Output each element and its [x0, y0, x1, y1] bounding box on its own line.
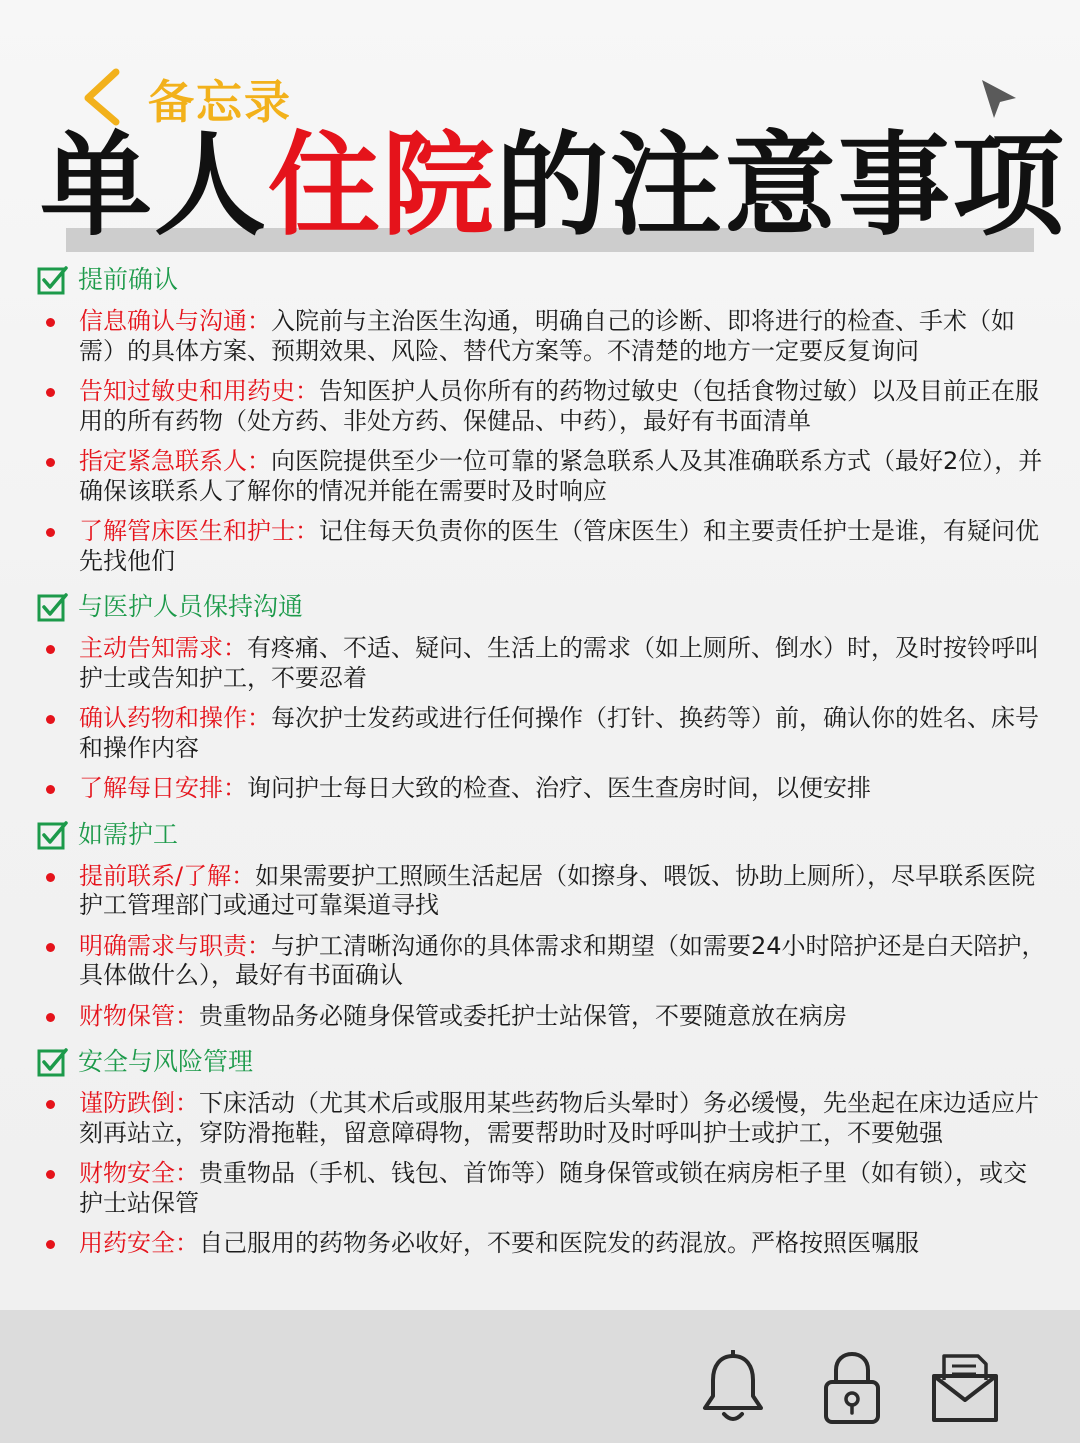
list-item: [36, 932, 1046, 991]
item-label: 告知过敏史和用药史：: [79, 377, 319, 405]
bullet-icon: [46, 645, 55, 654]
checkbox-checked-icon[interactable]: [36, 819, 68, 851]
bullet-icon: [46, 1100, 55, 1109]
item-text: 记住每天负责你的医生（管床医生）和主要责任护士是谁，有疑问优先找他们: [79, 517, 1039, 575]
page-title: [40, 121, 1066, 251]
list-item: [36, 704, 1046, 763]
item-text: 自己服用的药物务必收好，不要和医院发的药混放。严格按照医嘱服: [199, 1229, 919, 1257]
checkbox-checked-icon[interactable]: [36, 264, 68, 296]
mail-icon[interactable]: [930, 1350, 1000, 1426]
item-label: 谨防跌倒：: [79, 1089, 199, 1117]
section-header: [36, 587, 1046, 627]
cursor-arrow-icon: [978, 76, 1020, 124]
item-label: 了解每日安排：: [79, 774, 247, 802]
item-text: 告知医护人员你所有的药物过敏史（包括食物过敏）以及目前正在服用的所有药物（处方药、非处方药、保健品、中药），最好有书面清单: [79, 377, 1039, 435]
back-label[interactable]: 备忘录: [148, 75, 292, 129]
list-item: [36, 1159, 1046, 1218]
bullet-icon: [46, 318, 55, 327]
item-label: 用药安全：: [79, 1229, 199, 1257]
item-text: 贵重物品务必随身保管或委托护士站保管，不要随意放在病房: [199, 1001, 847, 1030]
list-item: [36, 307, 1046, 366]
item-text: 向医院提供至少一位可靠的紧急联系人及其准确联系方式（最好2位），并确保该联系人了解你的情况并能在需要时及时响应: [79, 447, 1043, 505]
list-item: [36, 634, 1046, 693]
title-part-3: 的注意事项: [496, 121, 1066, 251]
bullet-icon: [46, 1170, 55, 1179]
item-label: 财物保管：: [79, 1001, 199, 1030]
list-item: [36, 1229, 1046, 1259]
title-part-2: 住院: [268, 121, 496, 251]
bullet-icon: [46, 943, 55, 952]
item-label: 指定紧急联系人：: [79, 447, 271, 475]
item-text: 如果需要护工照顾生活起居（如擦身、喂饭、协助上厕所），尽早联系医院护工管理部门或通过可靠渠道寻找: [79, 861, 1036, 919]
item-label: 主动告知需求：: [79, 634, 247, 662]
list-item: [36, 377, 1046, 436]
bell-icon[interactable]: [700, 1350, 766, 1426]
item-label: 信息确认与沟通：: [79, 307, 271, 335]
list-item: [36, 1089, 1046, 1148]
section-header: [36, 1042, 1046, 1082]
chevron-left-icon[interactable]: [78, 66, 128, 126]
list-item: [36, 1002, 1046, 1032]
item-label: 财物安全：: [79, 1159, 199, 1187]
bullet-icon: [46, 388, 55, 397]
bullet-icon: [46, 458, 55, 467]
note-content: [36, 258, 1046, 1270]
item-label: 提前联系/了解：: [79, 861, 256, 890]
section-title: 与医护人员保持沟通: [78, 592, 304, 621]
section-header: [36, 815, 1046, 855]
item-text: 入院前与主治医生沟通，明确自己的诊断、即将进行的检查、手术（如需）的具体方案、预期效果、风险、替代方案等。不清楚的地方一定要反复询问: [79, 307, 1015, 365]
item-text: 与护工清晰沟通你的具体需求和期望（如需要24小时陪护还是白天陪护，具体做什么），最好有书面确认: [79, 931, 1046, 989]
item-text: 每次护士发药或进行任何操作（打针、换药等）前，确认你的姓名、床号和操作内容: [79, 704, 1039, 762]
list-item: [36, 774, 1046, 804]
title-part-1: 单人: [40, 121, 268, 251]
section-title: 安全与风险管理: [78, 1047, 254, 1076]
checkbox-checked-icon[interactable]: [36, 591, 68, 623]
section-title: 提前确认: [78, 265, 179, 294]
bullet-icon: [46, 1013, 55, 1022]
item-text: 有疼痛、不适、疑问、生活上的需求（如上厕所、倒水）时，及时按铃呼叫护士或告知护工，不要忍着: [79, 634, 1039, 692]
item-text: 下床活动（尤其术后或服用某些药物后头晕时）务必缓慢，先坐起在床边适应片刻再站立，穿防滑拖鞋，留意障碍物，需要帮助时及时呼叫护士或护工，不要勉强: [79, 1089, 1039, 1147]
item-label: 确认药物和操作：: [79, 704, 271, 732]
section-title: 如需护工: [78, 819, 179, 849]
bullet-icon: [46, 873, 55, 882]
bullet-icon: [46, 1240, 55, 1249]
item-label: 了解管床医生和护士：: [79, 517, 319, 545]
item-text: 询问护士每日大致的检查、治疗、医生查房时间，以便安排: [247, 774, 871, 802]
bullet-icon: [46, 715, 55, 724]
bullet-icon: [46, 528, 55, 537]
section-header: [36, 260, 1046, 300]
list-item: [36, 447, 1046, 506]
list-item: [36, 517, 1046, 576]
checkbox-checked-icon[interactable]: [36, 1046, 68, 1078]
lock-icon[interactable]: [822, 1350, 882, 1426]
item-label: 明确需求与职责：: [79, 931, 271, 960]
list-item: [36, 862, 1046, 921]
bottom-toolbar: [0, 1310, 1080, 1443]
bullet-icon: [46, 785, 55, 794]
item-text: 贵重物品（手机、钱包、首饰等）随身保管或锁在病房柜子里（如有锁），或交护士站保管: [79, 1159, 1027, 1217]
